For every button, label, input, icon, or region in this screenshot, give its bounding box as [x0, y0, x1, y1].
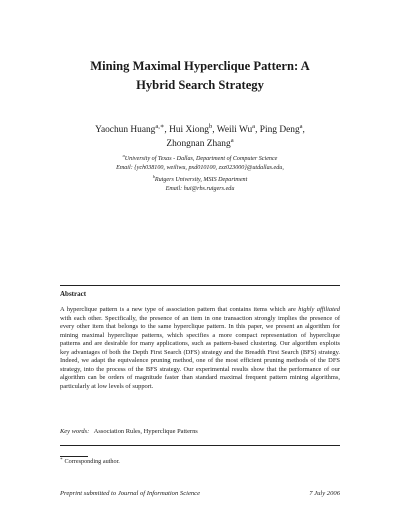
abstract-top-rule — [60, 285, 340, 286]
abstract-heading: Abstract — [60, 290, 87, 298]
affiliation-a-institution: University of Texas - Dallas, Department of Computer Science — [124, 156, 278, 162]
author-marker: b — [208, 122, 213, 130]
affiliation-b-line-1 — [40, 173, 360, 185]
footnote-rule — [60, 456, 88, 457]
abstract-text-end: with each other. Specifically, the presence of an item in one transaction strongly implies the presence of every other item that belongs to the same hyperclique pattern. In this paper, we present an algorithm for mining maximal hyperclique patterns, which specifies a more compact representation of hyperclique patterns and are desirable for many applications, such as pattern-based clustering. Our algorithm exploits key advantages of both the Depth First Search (DFS) strategy and the Breadth First Search (BFS) strategy. Indeed, we adapt the equivalence pruning method, one of the most efficient pruning methods of the DFS strategy, into the process of the BFS strategy. Our experimental results show that the performance of our algorithm can be orders of magnitude faster than standard maximal frequent pattern mining algorithms, particularly at low levels of support. — [60, 314, 340, 390]
author-name: Zhongnan Zhang — [166, 139, 231, 149]
abstract-bottom-rule — [60, 445, 340, 446]
footnote — [60, 455, 120, 466]
title-line-1: Mining Maximal Hyperclique Pattern: A — [90, 59, 310, 73]
keywords — [60, 428, 340, 437]
abstract-emphasis: highly affiliated — [298, 306, 341, 313]
author-name: Yaochun Huang — [95, 125, 156, 135]
affiliation-marker: b — [152, 173, 155, 179]
affiliation-a-line-1 — [40, 152, 360, 164]
abstract-text-start: A hyperclique pattern is a new type of association pattern that contains items which are — [60, 306, 299, 313]
paper-title — [40, 57, 360, 95]
keywords-label: Key words: — [60, 428, 90, 435]
author-separator: , — [255, 125, 260, 135]
author-separator: , — [212, 125, 217, 135]
author-separator: , — [302, 125, 305, 135]
author-line-2 — [40, 137, 360, 151]
affiliation-b — [40, 173, 360, 194]
title-line-2: Hybrid Search Strategy — [136, 78, 264, 92]
submission-date: 7 July 2006 — [309, 490, 340, 497]
author-line-1 — [40, 123, 360, 137]
author-marker: a — [252, 122, 256, 130]
affiliation-a-email: Email: {ych038100, weiliwu, pxd010100, zxz023000}@utdallas.edu, — [116, 165, 284, 171]
author-marker: a — [230, 136, 234, 144]
affiliation-b-email: Email: hui@rbs.rutgers.edu — [165, 186, 235, 192]
author-name: Hui Xiong — [169, 125, 209, 135]
author-marker: a,∗ — [155, 122, 165, 130]
author-marker: a — [299, 122, 303, 130]
affiliation-b-institution: Rutgers University, MSIS Department — [154, 177, 248, 183]
abstract-body — [60, 306, 340, 391]
author-name: Weili Wu — [216, 125, 253, 135]
footnote-text: Corresponding author. — [64, 458, 120, 465]
preprint-note: Preprint submitted to Journal of Information Science — [60, 490, 201, 497]
footnote-marker: ∗ — [60, 455, 63, 461]
author-list — [40, 123, 360, 151]
author-name: Ping Deng — [259, 125, 300, 135]
author-separator: , — [164, 125, 170, 135]
affiliation-marker: a — [122, 152, 125, 158]
affiliation-a — [40, 152, 360, 173]
keywords-value: Association Rules, Hyperclique Patterns — [93, 428, 198, 435]
